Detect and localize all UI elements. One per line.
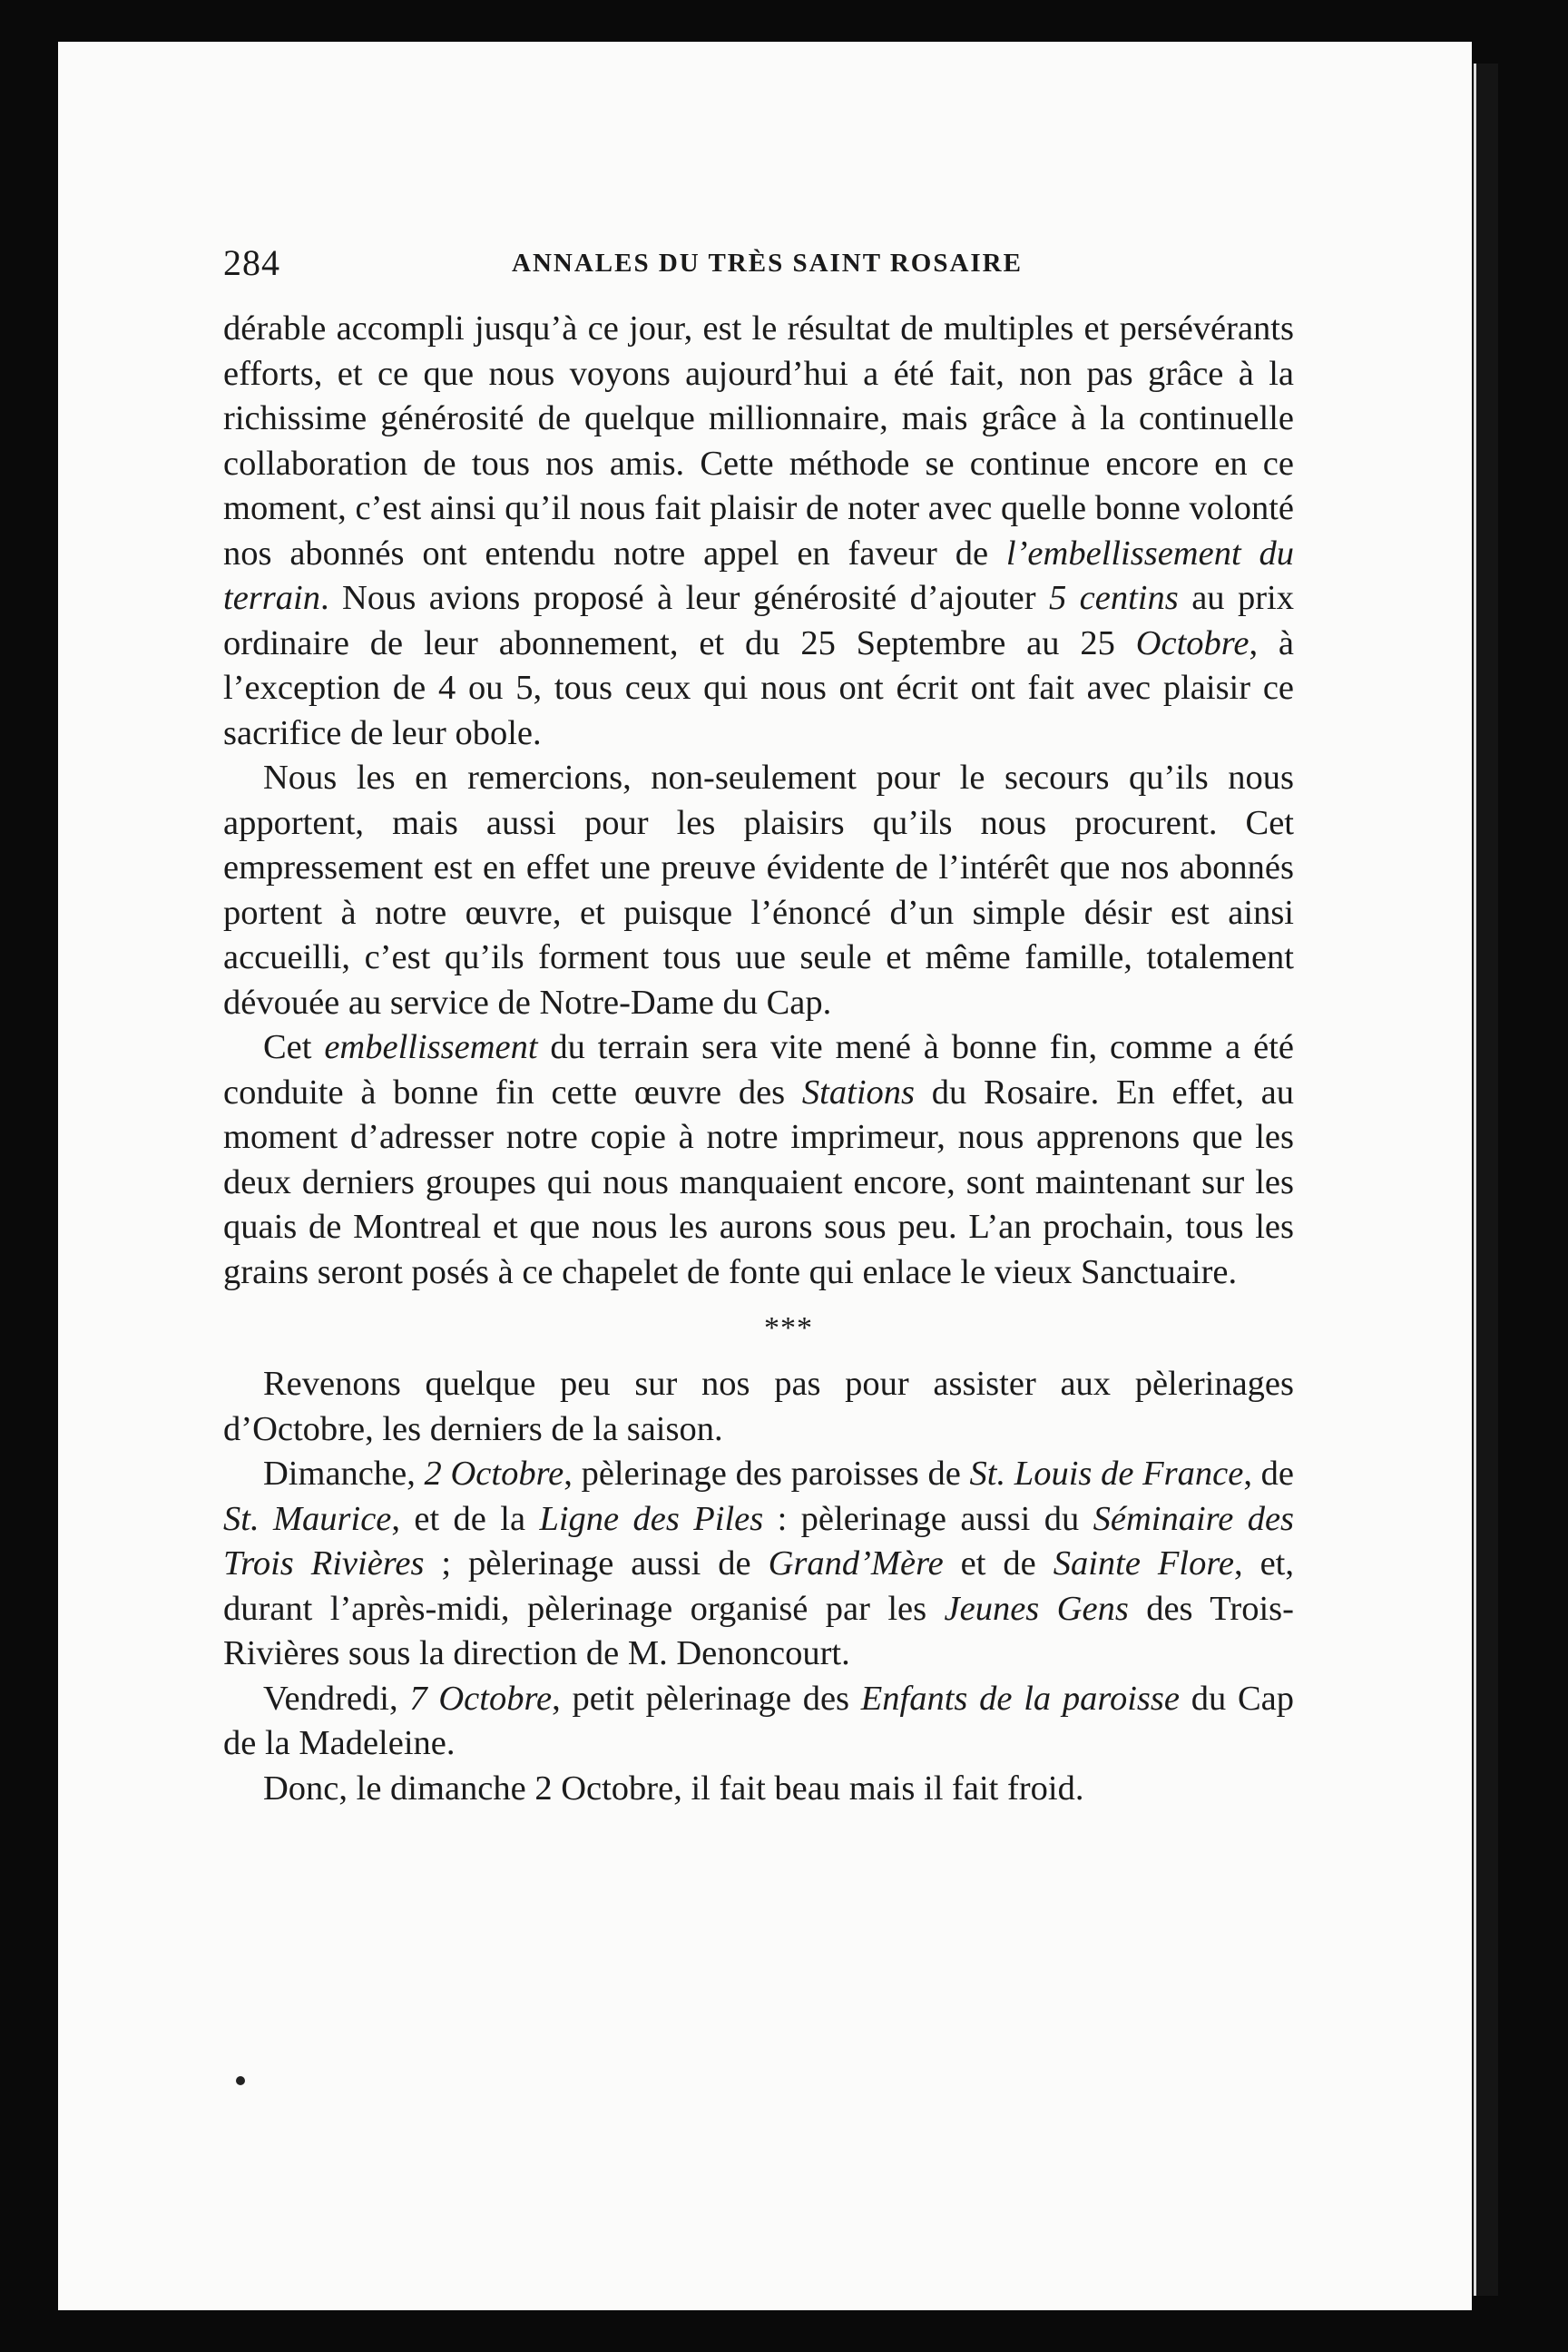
paragraph-p3 bbox=[223, 1025, 1294, 1295]
text-run: , pèlerinage des paroisses de bbox=[564, 1455, 970, 1493]
paragraph-p2 bbox=[223, 756, 1294, 1025]
text-run: Vendredi, bbox=[263, 1679, 410, 1718]
text-run: des Trois-Rivières sous la direction de M. Denoncourt. bbox=[223, 1589, 1294, 1672]
italic-run: Enfants de la paroisse bbox=[860, 1679, 1180, 1718]
italic-run: Séminaire des Trois Rivières bbox=[223, 1499, 1295, 1583]
text-run: et de bbox=[943, 1544, 1054, 1583]
text-run: Donc, le dimanche 2 Octobre, il fait beau mais il fait froid. bbox=[263, 1769, 1084, 1808]
text-run: ; pèlerinage aussi de bbox=[424, 1544, 769, 1583]
text-run: du Cap de la Madeleine. bbox=[223, 1679, 1294, 1762]
italic-run: 7 Octobre bbox=[409, 1679, 553, 1718]
italic-run: embellissement bbox=[324, 1028, 538, 1066]
running-title: ANNALES DU TRÈS SAINT ROSAIRE bbox=[512, 249, 1023, 278]
text-run: : pèlerinage aussi du bbox=[763, 1499, 1093, 1538]
page-number: 284 bbox=[223, 242, 280, 283]
text-run: . Nous avions proposé à leur générosité d’ajouter bbox=[319, 579, 1049, 617]
page-edge-shadow bbox=[1474, 64, 1498, 2296]
text-run: , petit pèlerinage des bbox=[552, 1679, 861, 1718]
text-run: , et de la bbox=[391, 1499, 540, 1538]
text-run: dérable accompli jusqu’à ce jour, est le résultat de multiples et persévérants efforts, et ce que nous voyons aujourd’hui a été fait, non pas grâce à la richissime générosité de quelque millionnaire, mais grâce à la continuelle collaboration de tous nos amis. Cette méthode se continue encore en ce moment, c’est ainsi qu’il nous fait plaisir de noter avec quelle bonne volonté nos abonnés ont entendu notre appel en faveur de bbox=[223, 309, 1294, 573]
italic-run: Stations bbox=[801, 1073, 915, 1112]
italic-run: Ligne des Piles bbox=[539, 1499, 764, 1538]
text-run: Cet bbox=[263, 1028, 325, 1066]
paragraph-p5 bbox=[223, 1452, 1294, 1677]
text-run: Revenons quelque peu sur nos pas pour assister aux pèlerinages d’Octobre, les derniers de la saison. bbox=[223, 1365, 1294, 1448]
italic-run: Jeunes Gens bbox=[944, 1589, 1129, 1628]
text-run: du Rosaire. En effet, au moment d’adresser notre copie à notre imprimeur, nous apprenons que les deux derniers groupes qui nous manquaient encore, sont maintenant sur les quais de Montreal et que nous les aurons sous peu. L’an prochain, tous les grains seront posés à ce chapelet de fonte qui enlace le vieux Sanctuaire. bbox=[223, 1073, 1294, 1291]
running-header bbox=[223, 241, 1131, 287]
text-run: , de bbox=[1243, 1455, 1294, 1493]
section-separator: *** bbox=[764, 1311, 813, 1345]
paragraph-p4 bbox=[223, 1362, 1294, 1452]
italic-run: l’embellissement du terrain bbox=[223, 534, 1294, 617]
italic-run: St. Maurice bbox=[223, 1499, 392, 1538]
italic-run: Grand’Mère bbox=[768, 1544, 944, 1583]
text-run: , et, durant l’après-midi, pèlerinage organisé par les bbox=[223, 1544, 1295, 1628]
italic-run: 2 Octobre bbox=[424, 1455, 564, 1493]
body-text bbox=[223, 307, 1294, 1811]
text-run: , à l’exception de 4 ou 5, tous ceux qui nous ont écrit ont fait avec plaisir ce sacrifice de leur obole. bbox=[223, 623, 1295, 752]
italic-run: Sainte Flore bbox=[1053, 1544, 1235, 1583]
italic-run: Octobre bbox=[1135, 623, 1250, 662]
paragraph-p6 bbox=[223, 1677, 1294, 1767]
italic-run: 5 centins bbox=[1048, 579, 1179, 617]
text-run: du terrain sera vite mené à bonne fin, comme a été conduite à bonne fin cette œuvre des bbox=[223, 1028, 1294, 1112]
paragraph-p1 bbox=[223, 307, 1294, 756]
text-run: Nous les en remercions, non-seulement pour le secours qu’ils nous apportent, mais aussi pour les plaisirs qu’ils nous procurent. Cet empressement est en effet une preuve évidente de l’intérêt que nos abonnés portent à notre œuvre, et puisque l’énoncé d’un simple désir est ainsi accueilli, c’est qu’ils forment tous uue seule et même famille, totalement dévouée au service de Notre-Dame du Cap. bbox=[223, 759, 1294, 1022]
paragraph-p7 bbox=[223, 1767, 1294, 1812]
text-run: au prix ordinaire de leur abonnement, et du 25 Septembre au 25 bbox=[223, 579, 1295, 662]
italic-run: St. Louis de France bbox=[969, 1455, 1244, 1493]
text-run: Dimanche, bbox=[263, 1455, 425, 1493]
margin-mark bbox=[236, 2076, 245, 2085]
